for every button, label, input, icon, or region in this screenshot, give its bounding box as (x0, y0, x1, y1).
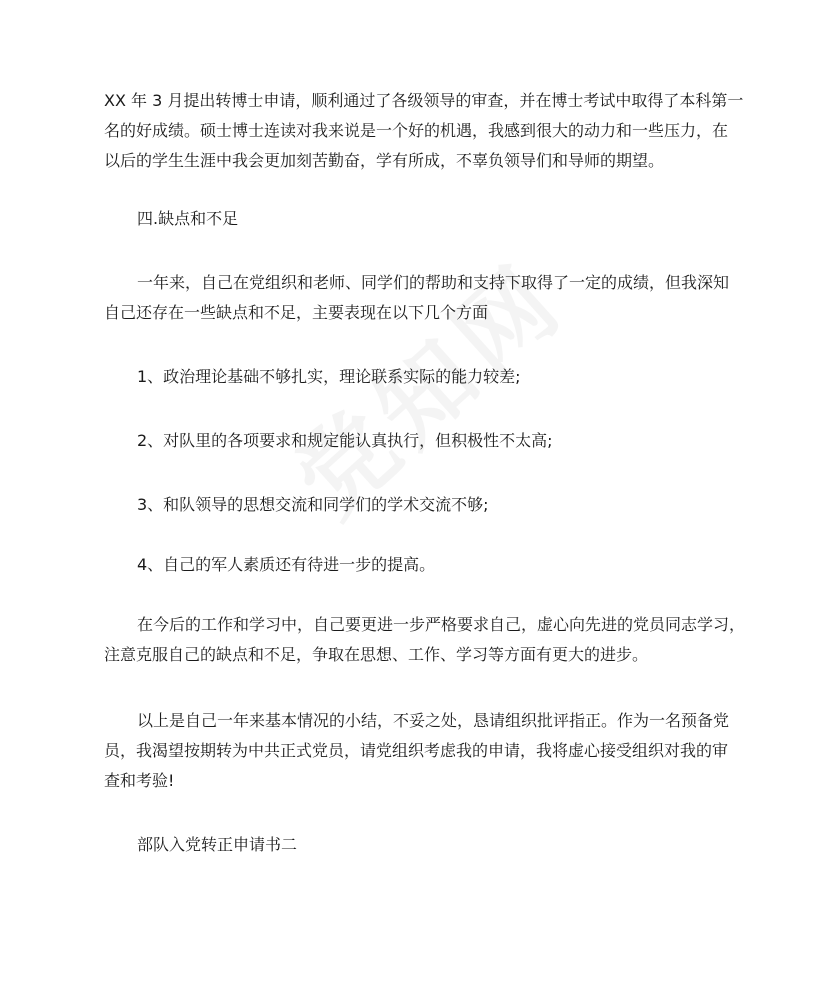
list-item-text: 3、和队领导的思想交流和同学们的学术交流不够; (137, 495, 489, 514)
heading-text: 部队入党转正申请书二 (137, 835, 298, 854)
section-heading-application-two (137, 830, 757, 860)
text-line: 以上是自己一年来基本情况的小结，不妥之处，恳请组织批评指正。作为一名预备党 (137, 711, 730, 730)
list-item-text: 4、自己的军人素质还有待进一步的提高。 (137, 555, 436, 574)
text-line: 名的好成绩。硕士博士连读对我来说是一个好的机遇，我感到很大的动力和一些压力，在 (104, 121, 729, 140)
section-heading-shortcomings (137, 204, 757, 234)
text-line: 员，我渴望按期转为中共正式党员，请党组织考虑我的申请，我将虚心接受组织对我的审 (104, 741, 729, 760)
text-line: XX 年 3 月提出转博士申请，顺利通过了各级领导的审查，并在博士考试中取得了本科第一 (104, 91, 744, 110)
text-line: 以后的学生生涯中我会更加刻苦勤奋，学有所成，不辜负领导们和导师的期望。 (104, 151, 665, 170)
list-item-text: 1、政治理论基础不够扎实，理论联系实际的能力较差; (137, 367, 521, 386)
text-line: 一年来，自己在党组织和老师、同学们的帮助和支持下取得了一定的成绩，但我深知 (137, 273, 730, 292)
list-item-3 (137, 490, 757, 520)
paragraph-shortcomings-intro (104, 268, 730, 328)
heading-text: 四.缺点和不足 (137, 209, 239, 228)
paragraph-summary (104, 706, 730, 796)
list-item-2 (137, 426, 757, 456)
list-item-text: 2、对队里的各项要求和规定能认真执行，但积极性不太高; (137, 431, 553, 450)
list-item-4 (137, 550, 757, 580)
text-line: 查和考验! (104, 771, 175, 790)
paragraph-future-plans (104, 610, 746, 670)
list-item-1 (137, 362, 757, 392)
text-line: 在今后的工作和学习中，自己要更进一步严格要求自己，虚心向先进的党员同志学习， (137, 615, 746, 634)
text-line: 自己还存在一些缺点和不足，主要表现在以下几个方面 (104, 303, 489, 322)
text-line: 注意克服自己的缺点和不足，争取在思想、工作、学习等方面有更大的进步。 (104, 645, 649, 664)
paragraph-transfer-doctorate (104, 86, 744, 176)
